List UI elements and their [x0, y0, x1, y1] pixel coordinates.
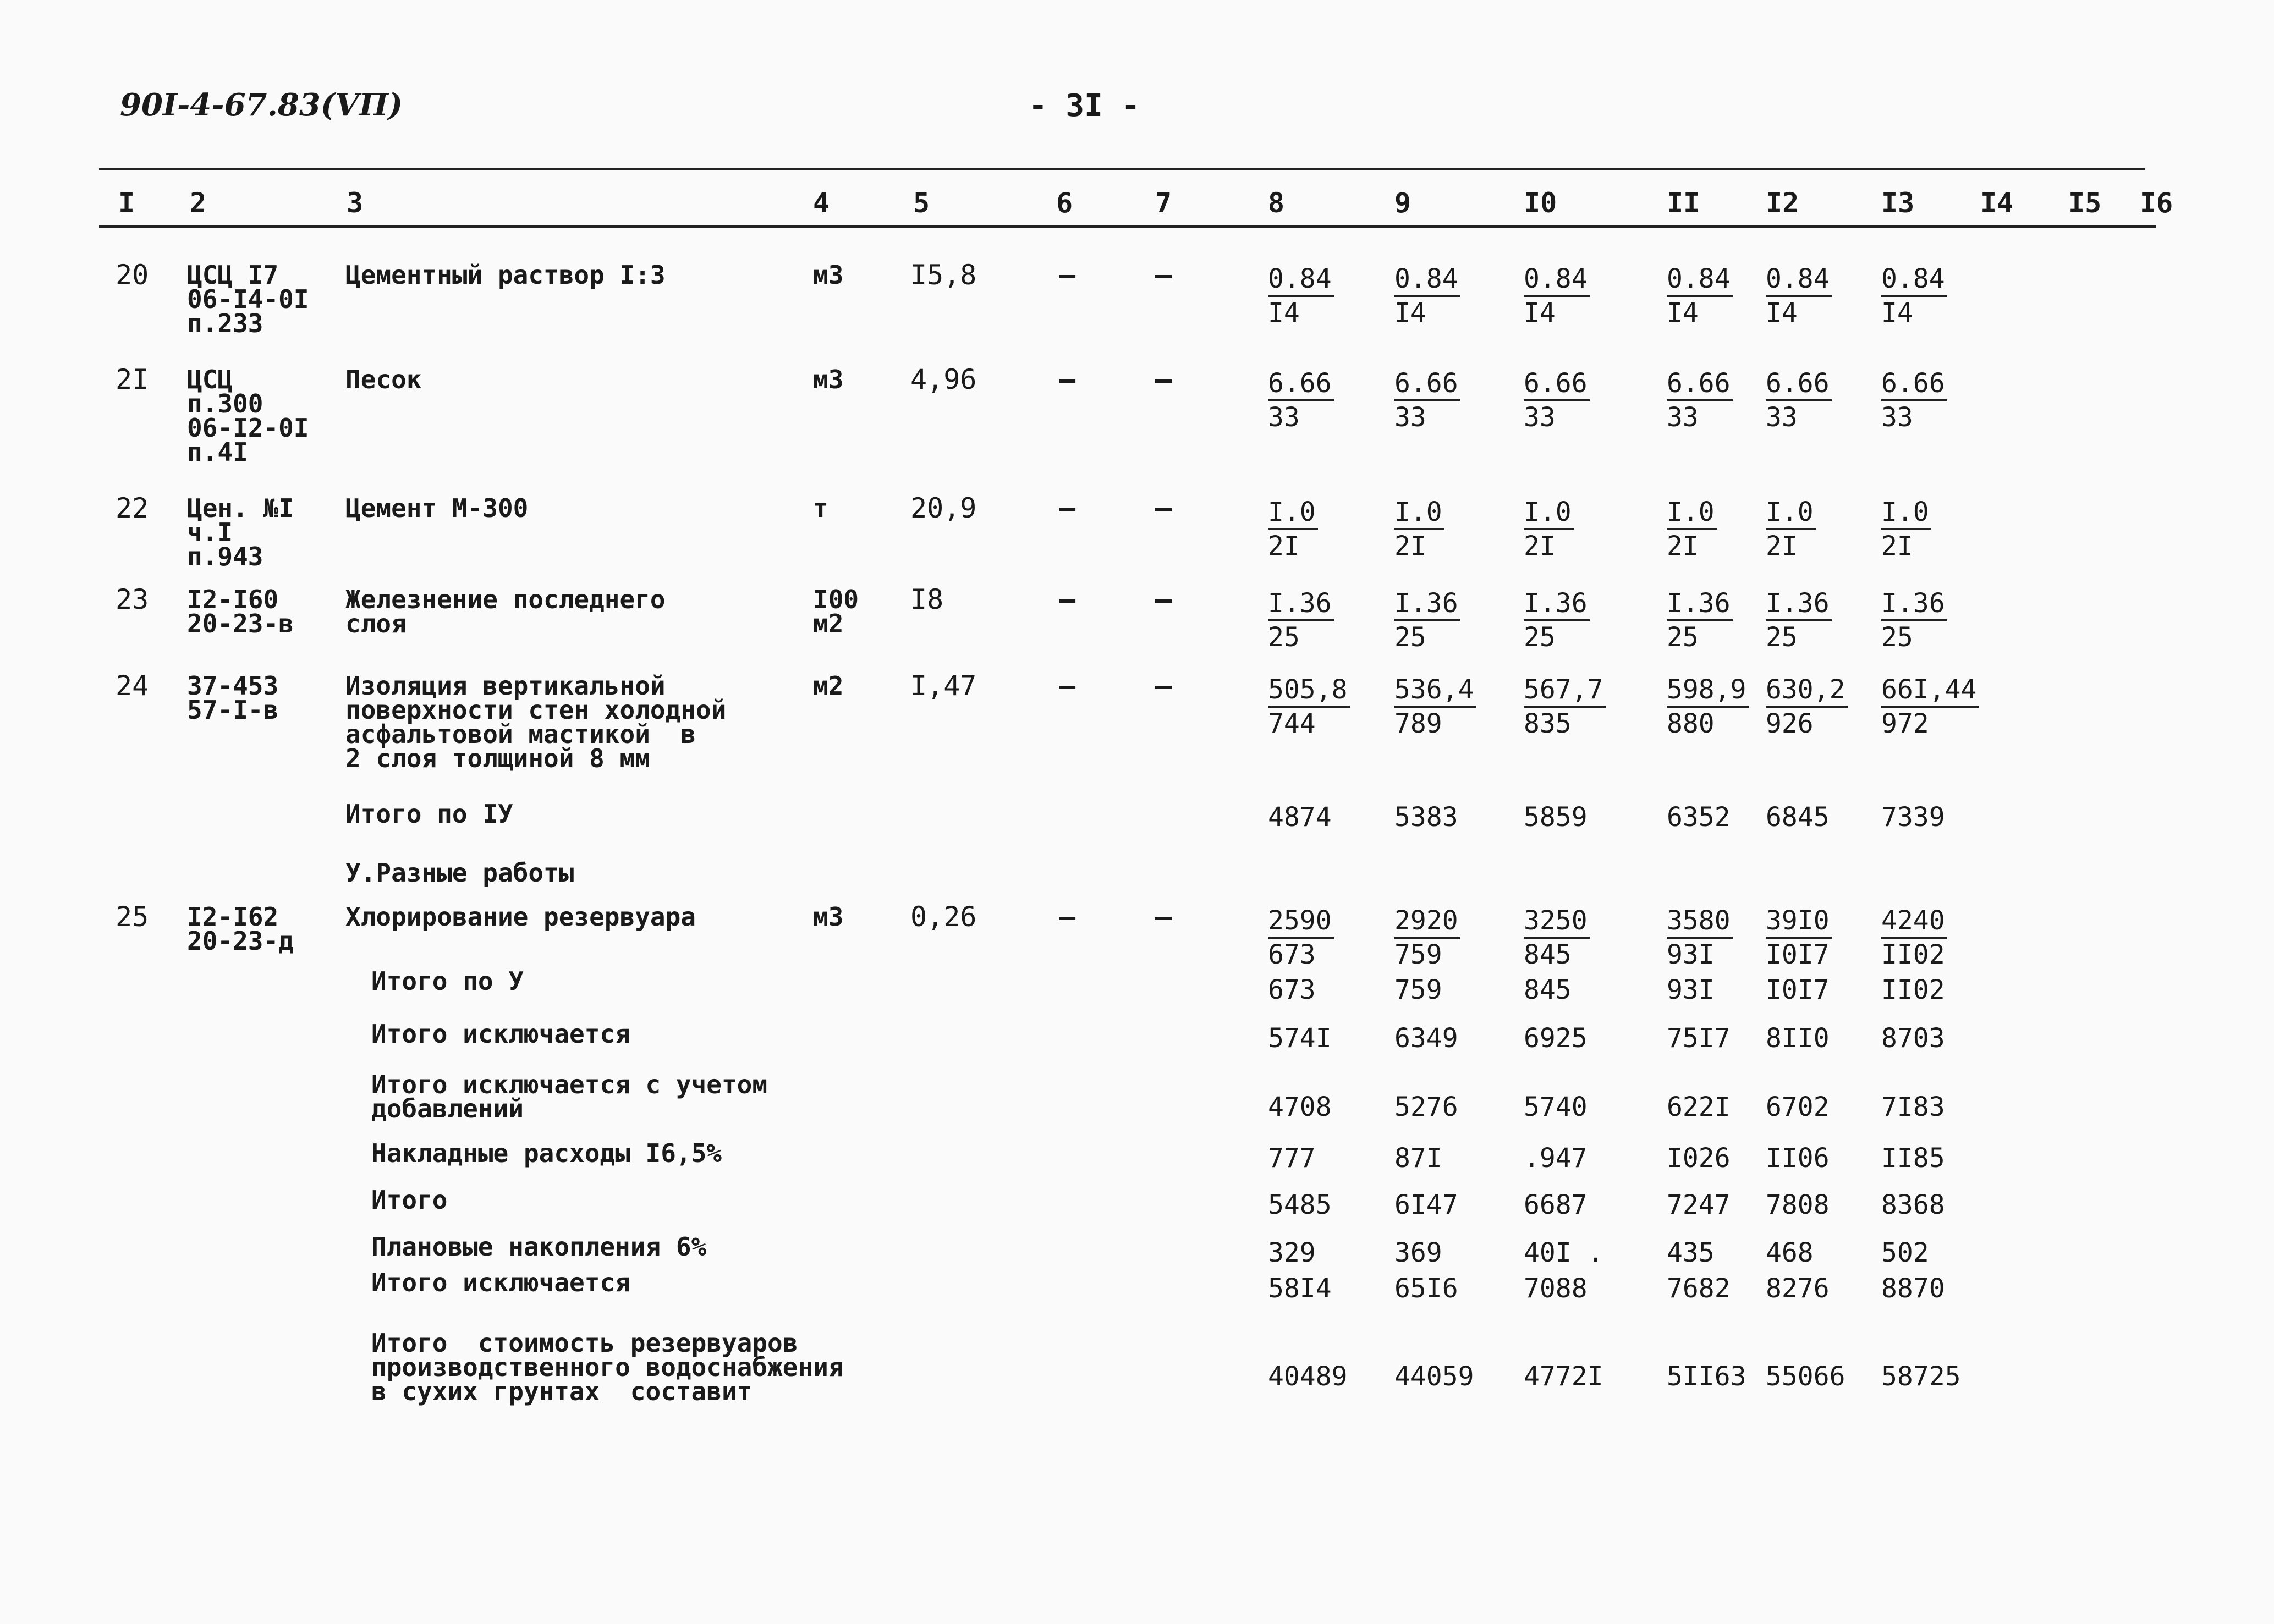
- value-bottom: 2I: [1667, 531, 1699, 561]
- value-fraction: [1394, 905, 1460, 971]
- value-fraction: [1881, 905, 1947, 971]
- summary-value: 6I47: [1394, 1190, 1458, 1220]
- col6-dash: –: [1059, 259, 1076, 291]
- value-fraction: [1881, 367, 1947, 433]
- value-bottom: 972: [1881, 708, 1929, 739]
- column-header: 4: [813, 187, 830, 219]
- col6-dash: –: [1059, 583, 1076, 615]
- value-bottom: 25: [1881, 622, 1913, 653]
- value-top: 0.84: [1524, 263, 1590, 297]
- summary-value: 8276: [1766, 1273, 1830, 1304]
- value-fraction: [1881, 674, 1979, 740]
- value-fraction: [1766, 905, 1832, 971]
- value-fraction: [1394, 587, 1460, 653]
- value-top: I.36: [1268, 587, 1334, 621]
- column-header: II: [1667, 187, 1700, 219]
- value-top: 4240: [1881, 905, 1947, 939]
- value-bottom: 25: [1766, 622, 1798, 653]
- value-bottom: 789: [1394, 708, 1442, 739]
- column-header: 2: [190, 187, 207, 219]
- value-fraction: [1524, 587, 1590, 653]
- summary-label: Итого исключается: [371, 1019, 630, 1049]
- value-fraction: [1667, 905, 1733, 971]
- col7-dash: –: [1155, 583, 1172, 615]
- summary-value: II02: [1881, 975, 1945, 1005]
- value-top: 6.66: [1881, 367, 1947, 401]
- header-rule: [99, 225, 2156, 228]
- document-code: 90I-4-67.83(VП): [120, 87, 403, 123]
- row-number: 23: [116, 583, 149, 615]
- col6-dash: –: [1059, 670, 1076, 702]
- column-header: I3: [1881, 187, 1915, 219]
- top-rule: [99, 168, 2145, 170]
- value-top: 567,7: [1524, 674, 1606, 708]
- summary-value: 87I: [1394, 1143, 1442, 1174]
- summary-value: 574I: [1268, 1023, 1332, 1054]
- column-header: I2: [1766, 187, 1799, 219]
- norm-code: ЦСЦ п.300 06-I2-0I п.4I: [187, 365, 309, 467]
- summary-value: I026: [1667, 1143, 1731, 1174]
- value-top: 0.84: [1394, 263, 1460, 297]
- section-heading: У.Разные работы: [345, 858, 574, 888]
- value-fraction: [1268, 263, 1334, 329]
- value-top: I.0: [1268, 496, 1318, 530]
- summary-value: 759: [1394, 975, 1442, 1005]
- value-fraction: [1667, 496, 1717, 562]
- col6-dash: –: [1059, 901, 1076, 933]
- value-fraction: [1667, 263, 1733, 329]
- value-bottom: 880: [1667, 708, 1715, 739]
- value-fraction: [1667, 587, 1733, 653]
- value-bottom: 33: [1667, 402, 1699, 433]
- value-bottom: I4: [1881, 298, 1913, 328]
- value-top: 505,8: [1268, 674, 1350, 708]
- value-bottom: 25: [1667, 622, 1699, 653]
- value-top: 0.84: [1881, 263, 1947, 297]
- value-fraction: [1766, 674, 1848, 740]
- summary-value: 7808: [1766, 1190, 1830, 1220]
- work-name: Железнение последнего слоя: [345, 585, 666, 638]
- col7-dash: –: [1155, 670, 1172, 702]
- summary-value: 7088: [1524, 1273, 1588, 1304]
- value-top: 0.84: [1667, 263, 1733, 297]
- value-bottom: I0I7: [1766, 939, 1830, 970]
- subtotal-value: 6845: [1766, 802, 1830, 833]
- value-top: 536,4: [1394, 674, 1476, 708]
- value-bottom: 33: [1394, 402, 1426, 433]
- value-bottom: 835: [1524, 708, 1572, 739]
- summary-value: 4772I: [1524, 1361, 1603, 1392]
- value-bottom: 25: [1524, 622, 1556, 653]
- value-bottom: 845: [1524, 939, 1572, 970]
- value-top: 3580: [1667, 905, 1733, 939]
- value-top: I.0: [1881, 496, 1931, 530]
- value-fraction: [1524, 674, 1606, 740]
- col6-dash: –: [1059, 364, 1076, 395]
- summary-value: 58725: [1881, 1361, 1961, 1392]
- summary-label: Итого стоимость резервуаров производственного водоснабжения в сухих грунтах составит: [371, 1328, 844, 1406]
- summary-value: 8II0: [1766, 1023, 1830, 1054]
- value-bottom: 33: [1268, 402, 1300, 433]
- summary-value: 6687: [1524, 1190, 1588, 1220]
- norm-code: Цен. №I ч.I п.943: [187, 493, 294, 571]
- work-name: Цементный раствор I:3: [345, 260, 666, 290]
- value-fraction: [1268, 367, 1334, 433]
- norm-code: ЦСЦ I7 06-I4-0I п.233: [187, 260, 309, 338]
- quantity-cell: I5,8: [910, 259, 977, 291]
- work-name: Цемент М-300: [345, 493, 529, 523]
- value-fraction: [1766, 587, 1832, 653]
- value-bottom: 744: [1268, 708, 1316, 739]
- summary-value: 622I: [1667, 1092, 1731, 1122]
- column-header: I6: [2140, 187, 2173, 219]
- norm-code: 37-453 57-I-в: [187, 671, 279, 725]
- column-header: 3: [347, 187, 364, 219]
- norm-code: I2-I60 20-23-в: [187, 585, 294, 638]
- value-fraction: [1268, 587, 1334, 653]
- summary-value: 8703: [1881, 1023, 1945, 1054]
- summary-label: Итого: [371, 1185, 448, 1215]
- value-bottom: I4: [1394, 298, 1426, 328]
- summary-label: Плановые накопления 6%: [371, 1232, 707, 1262]
- summary-value: 55066: [1766, 1361, 1845, 1392]
- summary-value: 5485: [1268, 1190, 1332, 1220]
- summary-value: 329: [1268, 1237, 1316, 1268]
- value-fraction: [1766, 263, 1832, 329]
- column-header: 7: [1155, 187, 1172, 219]
- summary-value: 58I4: [1268, 1273, 1332, 1304]
- subtotal-value: 7339: [1881, 802, 1945, 833]
- value-top: 3250: [1524, 905, 1590, 939]
- value-bottom: 25: [1268, 622, 1300, 653]
- summary-value: 502: [1881, 1237, 1929, 1268]
- value-fraction: [1881, 263, 1947, 329]
- value-bottom: 2I: [1268, 531, 1300, 561]
- work-name: Изоляция вертикальной поверхности стен холодной асфальтовой мастикой в 2 слоя толщиной 8 мм: [345, 671, 727, 773]
- subtotal-value: 5859: [1524, 802, 1588, 833]
- unit-cell: т: [813, 493, 828, 523]
- value-bottom: I4: [1524, 298, 1556, 328]
- value-top: 598,9: [1667, 674, 1749, 708]
- value-top: 0.84: [1766, 263, 1832, 297]
- summary-value: 8368: [1881, 1190, 1945, 1220]
- quantity-cell: 0,26: [910, 901, 977, 933]
- summary-value: 845: [1524, 975, 1572, 1005]
- subtotal-label: Итого по IУ: [345, 799, 513, 829]
- subtotal-value: 6352: [1667, 802, 1731, 833]
- value-fraction: [1394, 496, 1444, 562]
- summary-value: 7682: [1667, 1273, 1731, 1304]
- value-fraction: [1881, 496, 1931, 562]
- value-bottom: 33: [1524, 402, 1556, 433]
- col7-dash: –: [1155, 364, 1172, 395]
- summary-value: .947: [1524, 1143, 1588, 1174]
- column-header: 6: [1056, 187, 1073, 219]
- summary-value: 8870: [1881, 1273, 1945, 1304]
- value-fraction: [1766, 367, 1832, 433]
- value-top: 6.66: [1667, 367, 1733, 401]
- summary-value: II06: [1766, 1143, 1830, 1174]
- summary-value: I0I7: [1766, 975, 1830, 1005]
- summary-label: Накладные расходы I6,5%: [371, 1138, 722, 1168]
- summary-value: 435: [1667, 1237, 1715, 1268]
- value-bottom: 673: [1268, 939, 1316, 970]
- quantity-cell: I8: [910, 583, 944, 615]
- value-top: 2920: [1394, 905, 1460, 939]
- value-top: I.36: [1394, 587, 1460, 621]
- summary-value: 7247: [1667, 1190, 1731, 1220]
- norm-code: I2-I62 20-23-д: [187, 902, 294, 956]
- col7-dash: –: [1155, 901, 1172, 933]
- column-header: I4: [1980, 187, 2014, 219]
- work-name: Песок: [345, 365, 422, 394]
- value-bottom: I4: [1268, 298, 1300, 328]
- unit-cell: м2: [813, 671, 844, 701]
- value-top: 2590: [1268, 905, 1334, 939]
- value-fraction: [1667, 674, 1749, 740]
- summary-value: 6925: [1524, 1023, 1588, 1054]
- value-top: 6.66: [1394, 367, 1460, 401]
- column-header: I5: [2068, 187, 2102, 219]
- value-bottom: 2I: [1766, 531, 1798, 561]
- summary-value: 369: [1394, 1237, 1442, 1268]
- value-fraction: [1268, 674, 1350, 740]
- value-fraction: [1268, 905, 1334, 971]
- value-bottom: 25: [1394, 622, 1426, 653]
- quantity-cell: I,47: [910, 670, 977, 702]
- value-fraction: [1524, 263, 1590, 329]
- summary-value: 5740: [1524, 1092, 1588, 1122]
- value-fraction: [1524, 367, 1590, 433]
- column-header: 5: [913, 187, 930, 219]
- value-fraction: [1524, 496, 1574, 562]
- value-bottom: 2I: [1394, 531, 1426, 561]
- summary-value: 7I83: [1881, 1092, 1945, 1122]
- value-bottom: 759: [1394, 939, 1442, 970]
- value-fraction: [1394, 674, 1476, 740]
- unit-cell: м3: [813, 902, 844, 932]
- value-top: I.36: [1667, 587, 1733, 621]
- column-header: 9: [1394, 187, 1411, 219]
- value-bottom: II02: [1881, 939, 1945, 970]
- value-fraction: [1766, 496, 1816, 562]
- summary-value: 6349: [1394, 1023, 1458, 1054]
- quantity-cell: 4,96: [910, 364, 977, 395]
- value-bottom: 926: [1766, 708, 1814, 739]
- value-bottom: 2I: [1881, 531, 1913, 561]
- column-header: I0: [1524, 187, 1557, 219]
- value-top: I.0: [1524, 496, 1574, 530]
- summary-value: 4708: [1268, 1092, 1332, 1122]
- summary-label: Итого исключается с учетом добавлений: [371, 1070, 768, 1124]
- subtotal-value: 4874: [1268, 802, 1332, 833]
- summary-value: 468: [1766, 1237, 1814, 1268]
- value-top: 6.66: [1268, 367, 1334, 401]
- value-fraction: [1268, 496, 1318, 562]
- value-fraction: [1394, 263, 1460, 329]
- page-number: - 3I -: [1029, 88, 1140, 124]
- value-fraction: [1524, 905, 1590, 971]
- value-top: 0.84: [1268, 263, 1334, 297]
- row-number: 24: [116, 670, 149, 702]
- summary-value: 5276: [1394, 1092, 1458, 1122]
- value-top: I.0: [1667, 496, 1717, 530]
- value-top: I.36: [1524, 587, 1590, 621]
- col7-dash: –: [1155, 492, 1172, 524]
- value-fraction: [1881, 587, 1947, 653]
- summary-value: 40I .: [1524, 1237, 1603, 1268]
- row-number: 25: [116, 901, 149, 933]
- summary-value: II85: [1881, 1143, 1945, 1174]
- value-bottom: 33: [1881, 402, 1913, 433]
- column-header: 8: [1268, 187, 1285, 219]
- value-top: 6.66: [1524, 367, 1590, 401]
- value-fraction: [1667, 367, 1733, 433]
- value-top: I.36: [1766, 587, 1832, 621]
- unit-cell: м3: [813, 260, 844, 290]
- summary-value: 777: [1268, 1143, 1316, 1174]
- value-top: I.36: [1881, 587, 1947, 621]
- row-number: 2I: [116, 364, 149, 395]
- summary-value: 65I6: [1394, 1273, 1458, 1304]
- value-top: I.0: [1394, 496, 1444, 530]
- column-header: I: [118, 187, 135, 219]
- summary-value: 44059: [1394, 1361, 1474, 1392]
- row-number: 22: [116, 492, 149, 524]
- value-bottom: I4: [1667, 298, 1699, 328]
- summary-label: Итого исключается: [371, 1268, 630, 1297]
- summary-value: 75I7: [1667, 1023, 1731, 1054]
- summary-value: 40489: [1268, 1361, 1348, 1392]
- summary-value: 93I: [1667, 975, 1715, 1005]
- work-name: Хлорирование резервуара: [345, 902, 696, 932]
- col7-dash: –: [1155, 259, 1172, 291]
- subtotal-value: 5383: [1394, 802, 1458, 833]
- value-bottom: I4: [1766, 298, 1798, 328]
- col6-dash: –: [1059, 492, 1076, 524]
- value-bottom: 33: [1766, 402, 1798, 433]
- value-top: 6.66: [1766, 367, 1832, 401]
- value-top: 39I0: [1766, 905, 1832, 939]
- summary-value: 673: [1268, 975, 1316, 1005]
- value-top: I.0: [1766, 496, 1816, 530]
- row-number: 20: [116, 259, 149, 291]
- value-top: 630,2: [1766, 674, 1848, 708]
- summary-value: 5II63: [1667, 1361, 1746, 1392]
- unit-cell: м3: [813, 365, 844, 394]
- quantity-cell: 20,9: [910, 492, 977, 524]
- value-fraction: [1394, 367, 1460, 433]
- value-top: 66I,44: [1881, 674, 1979, 708]
- summary-label: Итого по У: [371, 966, 524, 996]
- unit-cell: I00 м2: [813, 585, 859, 638]
- summary-value: 6702: [1766, 1092, 1830, 1122]
- value-bottom: 93I: [1667, 939, 1715, 970]
- value-bottom: 2I: [1524, 531, 1556, 561]
